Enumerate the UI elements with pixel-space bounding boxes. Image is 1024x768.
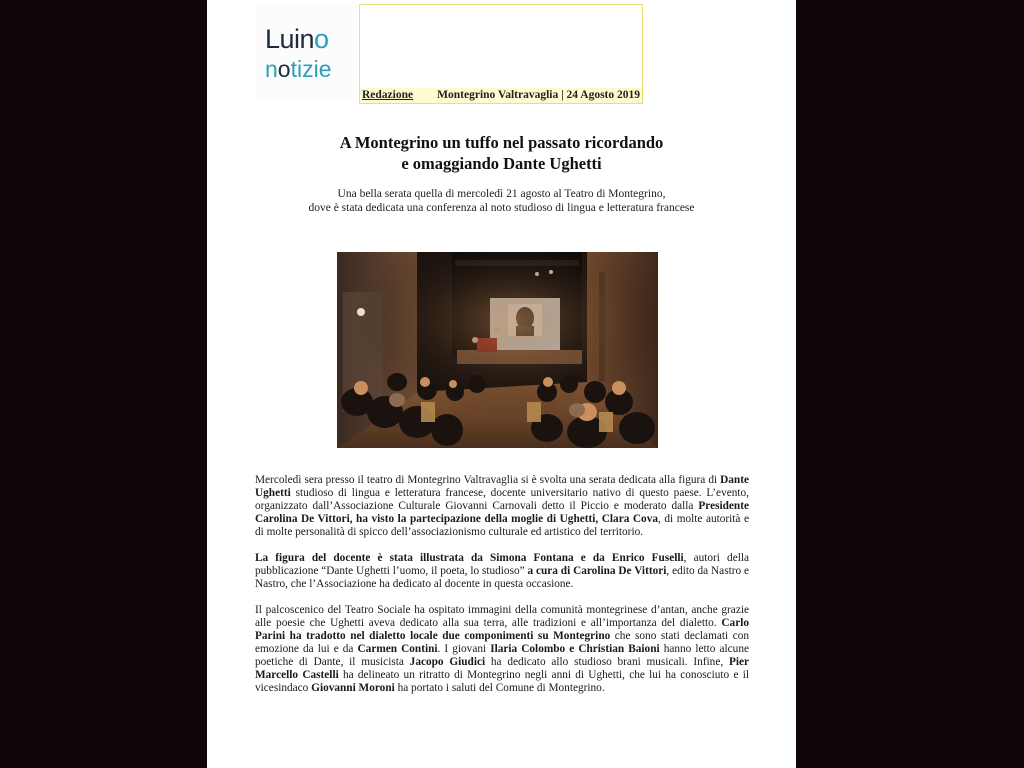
paragraph: La figura del docente è stata illustrata da Simona Fontana e da Enrico Fuselli, autori della pubblicazione “Dante Ughetti l’uomo, il poeta, lo studioso” a cura di Carolina De Vittori, edito da Nastro e Nastro, che l’Associazione ha dedicato al docente in questa occasione.: [255, 552, 749, 590]
theater-conference-photo: [337, 252, 658, 448]
subhead-line: Una bella serata quella di mercoledì 21 agosto al Teatro di Montegrino,: [337, 188, 666, 200]
logo-text-notizie: notizie: [265, 56, 332, 82]
luino-notizie-logo[interactable]: [255, 2, 357, 102]
place-date: Montegrino Valtravaglia | 24 Agosto 2019: [437, 89, 640, 101]
headline-line: A Montegrino un tuffo nel passato ricordando: [339, 133, 664, 152]
paragraph: Mercoledì sera presso il teatro di Montegrino Valtravaglia si è svolta una serata dedicata alla figura di Dante Ughetti studioso di lingua e letteratura francese, docente universitario nativo di questo paese. L’evento, organizzato dall’Associazione Culturale Giovanni Carnovali detto il Piccio e moderato dalla Presidente Carolina De Vittori, ha visto la partecipazione della moglie di Ughetti, Clara Cova, di molte autorità e di molte personalità di spicco dell’associazionismo culturale ed artistico del territorio.: [255, 474, 749, 538]
header-box: [359, 4, 643, 104]
paragraph: Il palcoscenico del Teatro Sociale ha ospitato immagini della comunità montegrinese d’antan, anche grazie alle poesie che Ughetti aveva dedicato alla sua terra, alle tradizioni e all’importanza del dialetto. Carlo Parini ha tradotto nel dialetto locale due componimenti su Montegrino che sono stati declamati con emozione da lui e da Carmen Contini. I giovani Ilaria Colombo e Christian Baioni hanno letto alcune poetiche di Dante, il musicista Jacopo Giudici ha dedicato allo studioso brani musicali. Infine, Pier Marcello Castelli ha delineato un ritratto di Montegrino negli anni di Ughetti, che lui ha conosciuto e il vicesindaco Giovanni Moroni ha portato i saluti del Comune di Montegrino.: [255, 604, 750, 694]
article-headline: [207, 132, 796, 174]
article-subheading: [207, 187, 796, 215]
headline-line: e omaggiando Dante Ughetti: [401, 154, 602, 173]
article-body: [255, 474, 749, 708]
byline: [360, 88, 642, 103]
newspaper-page: [207, 0, 796, 768]
author-link[interactable]: Redazione: [362, 89, 414, 101]
logo-text-luino: Luino: [265, 24, 329, 54]
subhead-line: dove è stata dedicata una conferenza al noto studioso di lingua e letteratura francese: [308, 202, 695, 214]
